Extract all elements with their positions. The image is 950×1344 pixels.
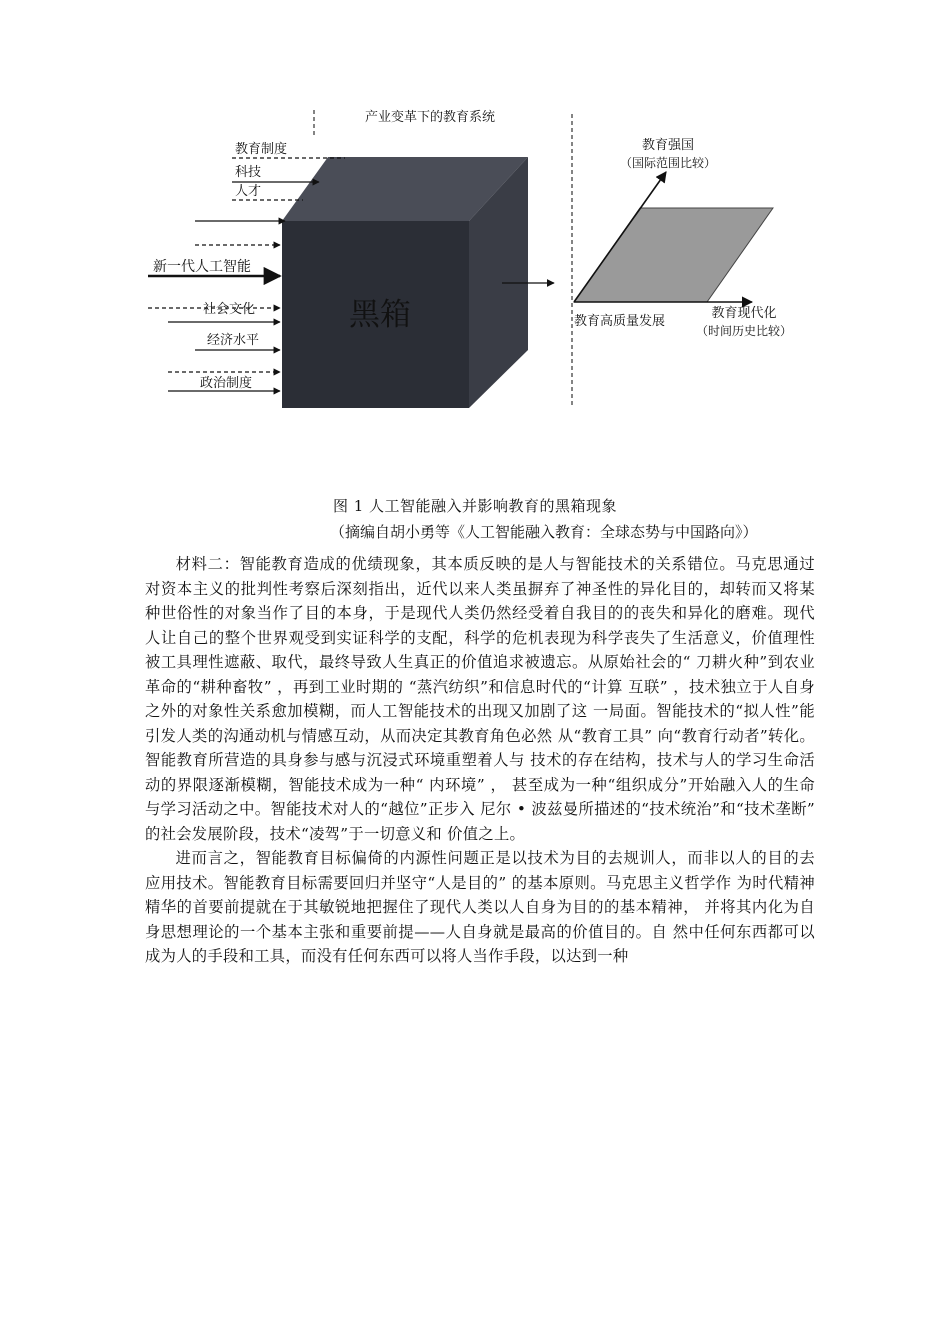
paragraph-1: 材料二：智能教育造成的优绩现象，其本质反映的是人与智能技术的关系错位。马克思通过对资本主义的批判性考察后深刻指出，近代以来人类虽摒弃了神圣性的异化目的，却转而又将某种世俗性的对象当作了目的本身，于是现代人类仍然经受着自我目的的丧失和异化的磨难。现代人让自己的整个世界观受到实证科学的支配，科学的危机表现为科学丧失了生活意义，价值理性被工具理性遮蔽、取代，最终导致人生真正的价值追求被遗忘。从原始社会的“ 刀耕火种”到农业革命的“耕种畜牧” ，再到工业时期的 “蒸汽纺织”和信息时代的“计算 互联” ，技术独立于人自身之外的对象性关系愈加模糊，而人工智能技术的出现又加剧了这 一局面。智能技术的“拟人性”能引发人类的沟通动机与情感互动，从而决定其教育角色必然 从“教育工具” 向“教育行动者”转化。智能教育所营造的具身参与感与沉浸式环境重塑着人与 技术的存在结构，技术与人的学习生命活动的界限逐渐模糊，智能技术成为一种“ 内环境” ， 甚至成为一种“组织成分”开始融入人的生命与学习活动之中。智能技术对人的“越位”正步入 尼尔 • 波兹曼所描述的“技术统治”和“技术垄断” 的社会发展阶段，技术“凌驾”于一切意义和 价值之上。 xyxy=(145,555,815,843)
input-label-culture: 社会文化 xyxy=(203,302,256,317)
axis-top-label: 教育强国 xyxy=(641,138,695,153)
figure-source: （摘编自胡小勇等《人工智能融入教育：全球态势与中国路向》） xyxy=(330,523,758,541)
black-box-diagram xyxy=(140,100,820,420)
axis-right-label: 教育现代化 xyxy=(711,306,777,321)
black-box-figure xyxy=(140,100,820,420)
origin-label: 教育高质量发展 xyxy=(574,314,666,329)
quality-plane xyxy=(574,208,773,302)
input-label-ai: 新一代人工智能 xyxy=(153,259,251,275)
output-axes xyxy=(574,137,792,338)
input-label-politics: 政治制度 xyxy=(200,376,253,391)
input-label-technology: 科技 xyxy=(235,165,262,180)
body-text xyxy=(145,552,815,969)
paragraph-2: 进而言之，智能教育目标偏倚的内源性问题正是以技术为目的去规训人，而非以人的目的去应用技术。智能教育目标需要回归并坚守“人是目的” 的基本原则。马克思主义哲学作 为时代精神精华的首要前提就在于其敏锐地把握住了现代人类以人自身为目的的基本精神， 并将其内化为自身思想理论的一个基本主张和重要前提——人自身就是最高的价值目的。自 然中任何东西都可以成为人的手段和工具，而没有任何东西可以将人当作手段，以达到一种 xyxy=(145,849,815,965)
axis-right-sub: （时间历史比较） xyxy=(695,324,793,338)
input-label-talent: 人才 xyxy=(235,184,262,199)
input-label-economy: 经济水平 xyxy=(207,333,260,348)
figure-caption: 图 1 人工智能融入并影响教育的黑箱现象 xyxy=(332,497,618,515)
box-label: 黑箱 xyxy=(349,297,411,333)
black-box-cube xyxy=(282,157,528,408)
input-label-education-system: 教育制度 xyxy=(235,142,288,157)
system-title: 产业变革下的教育系统 xyxy=(364,110,496,125)
axis-top-sub: （国际范围比较） xyxy=(619,156,717,170)
